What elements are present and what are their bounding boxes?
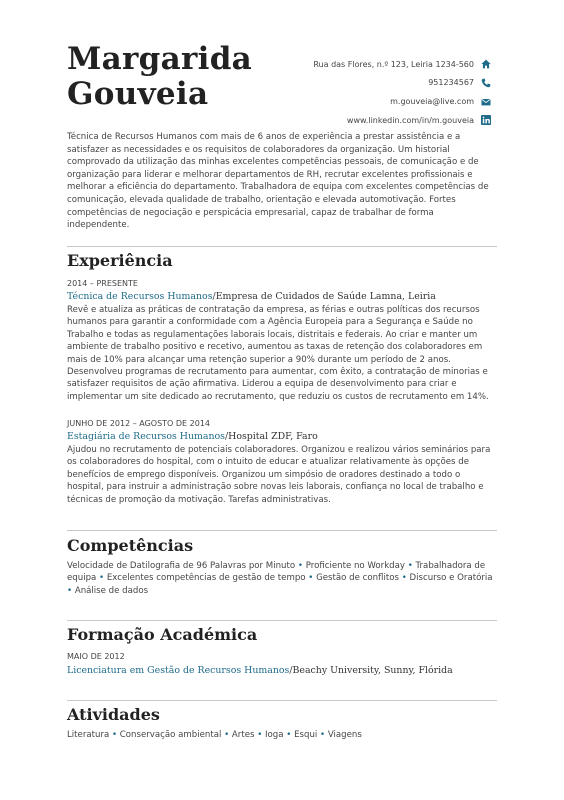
phone-text: 951234567 <box>428 78 474 88</box>
job-1-role: Técnica de Recursos Humanos <box>67 291 213 302</box>
job-2-title <box>67 431 318 443</box>
linkedin-text[interactable]: www.linkedin.com/in/m.gouveia <box>346 115 474 125</box>
last-name: Gouveia <box>67 76 209 112</box>
activity-item: Artes <box>231 730 255 740</box>
activities-heading: Atividades <box>67 705 160 724</box>
job-2-company: /Hospital ZDF, Faro <box>225 431 318 442</box>
skills-list: Velocidade de Datilografia de 96 Palavras por Minuto • Proficiente no Workday • Trabalhadora de equipa • Excelentes competências de gestão de tempo • Gestão de conflitos • Discurso e Oratória • Análise de dados <box>67 561 493 596</box>
divider <box>67 620 497 621</box>
skill-item: Gestão de conflitos <box>316 573 399 584</box>
contact-phone <box>313 75 491 91</box>
resume-name <box>67 42 252 112</box>
activity-item: Conservação ambiental <box>119 730 222 740</box>
education-heading: Formação Académica <box>67 625 258 644</box>
activity-item: Ioga <box>265 730 284 740</box>
contact-block <box>313 56 491 131</box>
activities-list: Literatura • Conservação ambiental • Artes • Ioga • Esqui • Viagens <box>67 730 362 740</box>
skill-item: Proficiente no Workday <box>305 561 405 571</box>
divider <box>67 530 497 531</box>
email-icon <box>481 97 491 107</box>
profile-summary: Técnica de Recursos Humanos com mais de 6 anos de experiência a prestar assistência e a satisfazer as necessidades e os requisitos de colaboradores da organização. Um historial comprovado da utilização das minhas excelentes competências pessoais, de comunicação e de organização para liderar e melhorar departamentos de RH, recrutar excelentes profissionais e melhorar a eficiência do departamento. Trabalhadora de equipa com excelentes competências de comunicação, elevada qualidade de trabalho, orientação e elevada automotivação. Fortes competências de negociação e perspicácia empresarial, capaz de trabalhar de forma independente. <box>67 132 489 231</box>
skill-item: Discurso e Oratória <box>409 573 493 584</box>
divider <box>67 246 497 247</box>
home-icon <box>481 59 491 69</box>
experience-heading: Experiência <box>67 251 173 270</box>
job-2-description: Ajudou no recrutamento de potenciais colaboradores. Organizou e realizou vários seminários para os colaboradores do hospital, com o intuito de educar e atualizar relativamente às opções de benefícios de emprego disponíveis. Organizou um simpósio de oradores destinado a todo o hospital, para instruir a administração sobre novas leis laborais, confiança no local de trabalho e técnicas de promoção da motivação. Tarefas administrativas. <box>67 445 491 505</box>
contact-email[interactable] <box>313 94 491 110</box>
job-2-date: JUNHO DE 2012 – AGOSTO DE 2014 <box>67 419 211 428</box>
contact-address <box>313 56 491 72</box>
email-text[interactable]: m.gouveia@live.com <box>390 97 474 107</box>
education-title <box>67 665 453 677</box>
activity-item: Esqui <box>294 730 318 740</box>
activity-item: Literatura <box>67 730 110 740</box>
contact-linkedin[interactable] <box>313 112 491 128</box>
phone-icon <box>481 78 491 88</box>
skill-item: Trabalhadora de equipa <box>67 561 486 584</box>
address-text: Rua das Flores, n.º 123, Leiria 1234-560 <box>313 59 474 69</box>
skills-heading: Competências <box>67 536 194 555</box>
job-2-role: Estagiária de Recursos Humanos <box>67 431 225 442</box>
skill-item: Excelentes competências de gestão de tempo <box>106 573 306 584</box>
linkedin-icon <box>481 115 491 125</box>
education-degree: Licenciatura em Gestão de Recursos Humanos <box>67 665 290 676</box>
job-1-title <box>67 291 436 303</box>
job-1-company: /Empresa de Cuidados de Saúde Lamna, Leiria <box>212 291 436 302</box>
first-name: Margarida <box>67 41 253 77</box>
divider <box>67 700 497 701</box>
skill-item: Análise de dados <box>74 585 149 596</box>
education-school: /Beachy University, Sunny, Flórida <box>289 665 453 676</box>
education-date: MAIO DE 2012 <box>67 652 125 661</box>
job-1-date: 2014 – PRESENTE <box>67 279 138 288</box>
job-1-description: Revê e atualiza as práticas de contratação da empresa, as férias e outras políticas dos recursos humanos para garantir a conformidade com a Agência Europeia para a Segurança e Saúde no Trabalho e todas as regulamentações laborais locais, distritais e federais. Ao criar e manter um ambiente de trabalho positivo e recetivo, aumentou as taxas de retenção dos colaboradores em mais de 10% para alcançar uma retenção superior a 90% durante um período de 2 anos. Desenvolveu programas de recrutamento para aumentar, com êxito, a contratação de minorias e satisfazer requisitos de ação afirmativa. Liderou a equipa de desenvolvimento para criar e implementar um site dedicado ao recrutamento, que reduziu os custos de recrutamento em 14%. <box>67 305 489 402</box>
skill-item: Velocidade de Datilografia de 96 Palavras por Minuto <box>67 561 296 571</box>
activity-item: Viagens <box>327 730 362 740</box>
